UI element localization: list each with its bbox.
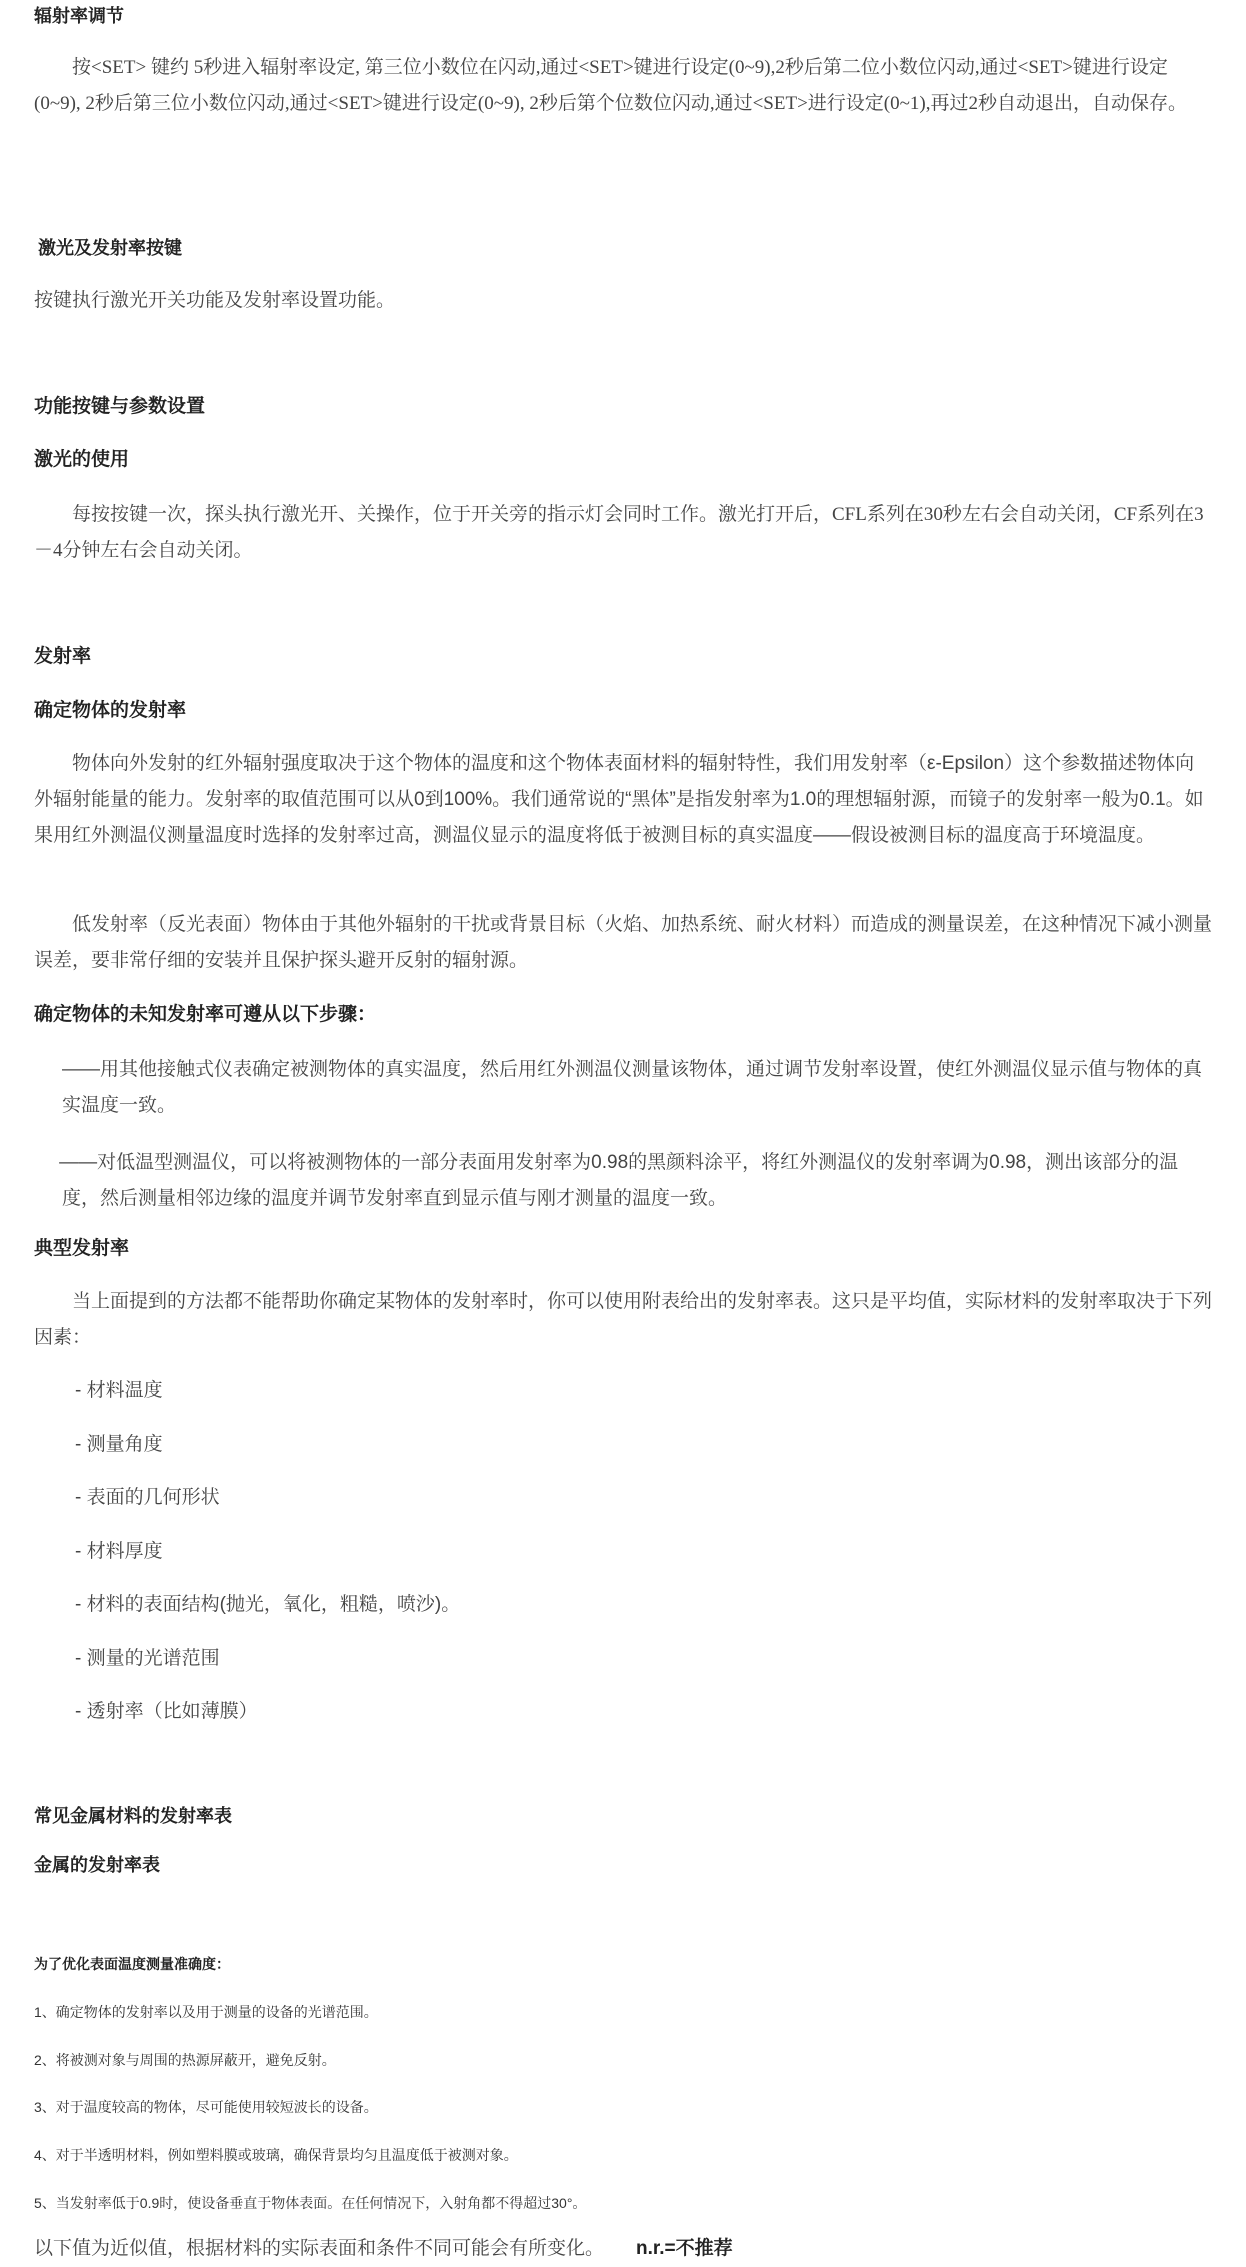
laser-use-paragraph-block [34,497,1212,569]
factor-item: - 测量的光谱范围 [75,1648,220,1669]
steps-section [34,1000,1212,1030]
determine-emissivity-section [34,696,1212,726]
metal-table-section [34,1851,1212,1879]
typical-paragraph: 当上面提到的方法都不能帮助你确定某物体的发射率时，你可以使用附表给出的发射率表。这只是平均值，实际材料的发射率取决于下列因素： [34,1291,1213,1348]
optimize-title: 为了优化表面温度测量准确度： [34,1956,230,1972]
tip-3-block [34,2096,1212,2118]
tip-item: 1、确定物体的发射率以及用于测量的设备的光谱范围。 [34,2004,378,2020]
steps-title: 确定物体的未知发射率可遵从以下步骤： [34,1004,377,1025]
emissivity-paragraph-2: 低发射率（反光表面）物体由于其他外辐射的干扰或背景目标（火焰、加热系统、耐火材料）而造成的测量误差，在这种情况下减小测量误差，要非常仔细的安装并且保护探头避开反射的辐射源。 [34,914,1213,971]
factor-item: - 透射率（比如薄膜） [75,1701,258,1722]
approx-note-text: 以下值为近似值，根据材料的实际表面和条件不同可能会有所变化。 [34,2238,605,2259]
laser-use-paragraph: 每按按键一次，探头执行激光开、关操作，位于开关旁的指示灯会同时工作。激光打开后，CFL系列在30秒左右会自动关闭，CF系列在3－4分钟左右会自动关闭。 [34,504,1204,561]
emissivity-paragraph-1-block [34,746,1212,854]
step-1-text: ——用其他接触式仪表确定被测物体的真实温度，然后用红外测温仪测量该物体，通过调节发射率设置，使红外测温仪显示值与物体的真实温度一致。 [62,1059,1203,1116]
typical-section [34,1234,1212,1264]
laser-key-title: 激光及发射率按键 [38,238,182,258]
laser-key-paragraph-block [34,286,1212,316]
emissivity-title: 发射率 [34,646,92,667]
metal-table-title: 金属的发射率表 [34,1855,160,1875]
function-title: 功能按键与参数设置 [34,396,206,417]
tip-item: 5、当发射率低于0.9时，使设备垂直于物体表面。在任何情况下，入射角都不得超过30°。 [34,2195,587,2211]
factor-item: - 材料的表面结构(抛光，氧化，粗糙，喷沙)。 [75,1594,461,1615]
emissivity-section [34,642,1212,672]
typical-paragraph-block [34,1284,1212,1356]
tip-5-block [34,2192,1212,2214]
radiance-paragraph-block [34,50,1212,122]
laser-use-title: 激光的使用 [34,449,130,470]
tip-1-block [34,2001,1212,2023]
tip-item: 2、将被测对象与周围的热源屏蔽开，避免反射。 [34,2052,336,2068]
tip-item: 4、对于半透明材料，例如塑料膜或玻璃，确保背景均匀且温度低于被测对象。 [34,2147,518,2163]
determine-emissivity-title: 确定物体的发射率 [34,700,187,721]
metals-title: 常见金属材料的发射率表 [34,1806,232,1826]
tip-4-block [34,2144,1212,2166]
factor-item: - 材料温度 [75,1380,163,1401]
approx-note [34,2235,1212,2263]
emissivity-paragraph-2-block [34,907,1212,979]
emissivity-paragraph-1: 物体向外发射的红外辐射强度取决于这个物体的温度和这个物体表面材料的辐射特性，我们用发射率（ε-Epsilon）这个参数描述物体向外辐射能量的能力。发射率的取值范围可以从0到100%。我们通常说的“黑体”是指发射率为1.0的理想辐射源，而镜子的发射率一般为0.1。如果用红外测温仪测量温度时选择的发射率过高，测温仪显示的温度将低于被测目标的真实温度——假设被测目标的温度高于环境温度。 [34,753,1204,846]
factor-item: - 测量角度 [75,1434,163,1455]
laser-key-paragraph: 按键执行激光开关功能及发射率设置功能。 [34,290,396,311]
factor-item: - 材料厚度 [75,1541,163,1562]
step-2-block [34,1145,1212,1217]
radiance-paragraph: 按<SET> 键约 5秒进入辐射率设定, 第三位小数位在闪动,通过<SET>键进行设定(0~9),2秒后第二位小数位闪动,通过<SET>键进行设定(0~9), 2秒后第三位小数位闪动,通过<SET>键进行设定(0~9), 2秒后第个位数位闪动,通过<SET>进行设定(0~1),再过2秒自动退出，自动保存。 [34,57,1187,114]
laser-use-section [34,445,1212,475]
laser-key-section [34,234,1212,262]
radiance-section [34,2,1212,30]
metals-section [34,1802,1212,1830]
nr-legend: n.r.=不推荐 [636,2238,733,2259]
step-2-text: ——对低温型测温仪，可以将被测物体的一部分表面用发射率为0.98的黑颜料涂平，将红外测温仪的发射率调为0.98，测出该部分的温度，然后测量相邻边缘的温度并调节发射率直到显示值与刚才测量的温度一致。 [59,1152,1179,1209]
step-1 [34,1052,1212,1124]
function-section [34,392,1212,422]
tip-item: 3、对于温度较高的物体，尽可能使用较短波长的设备。 [34,2099,378,2115]
optimize-section [34,1953,1212,1975]
typical-title: 典型发射率 [34,1238,130,1259]
note-block [34,2235,1212,2263]
step-2 [34,1145,1212,1217]
tip-2-block [34,2049,1212,2071]
factor-item: - 表面的几何形状 [75,1487,220,1508]
radiance-title: 辐射率调节 [34,6,124,26]
step-1-block [34,1052,1212,1124]
